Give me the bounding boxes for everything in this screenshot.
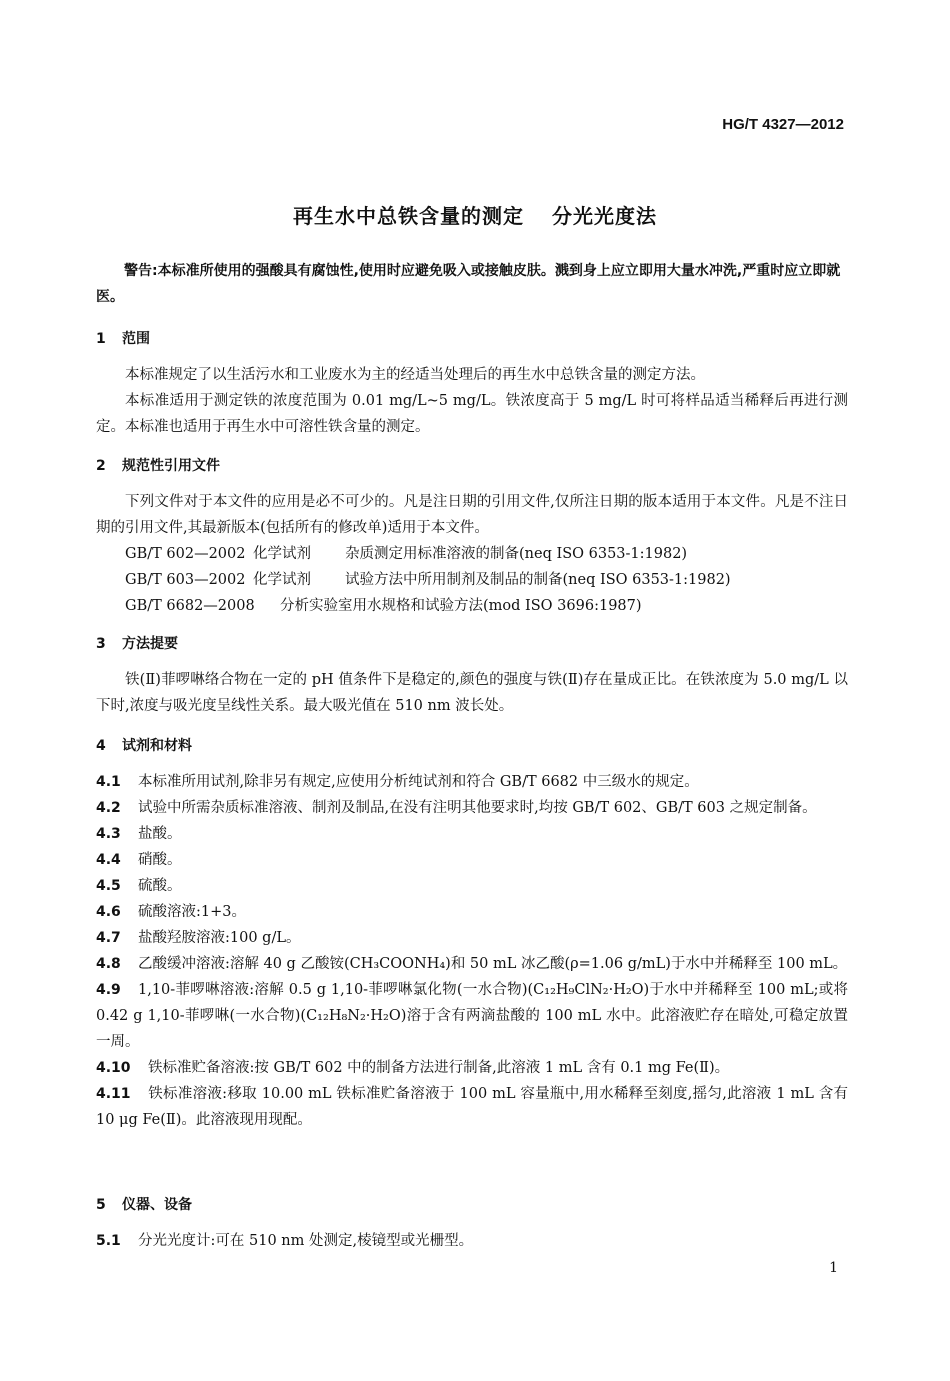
list-item: 4.2 试验中所需杂质标准溶液、制剂及制品,在没有注明其他要求时,均按 GB/T 602、GB/T 603 之规定制备。 [96, 800, 817, 816]
list-item: 4.3 盐酸。 [96, 826, 182, 842]
list-item: 4.11 铁标准溶液:移取 10.00 mL 铁标准贮备溶液于 100 mL 容量瓶中,用水稀释至刻度,摇匀,此溶液 1 mL 含有 10 μg Fe(Ⅱ)。此溶液现用现配。 [96, 1086, 848, 1128]
scope-section [96, 362, 848, 440]
section-heading-4: 4 试剂和材料 [96, 738, 192, 754]
reference-item: GB/T 602—2002 化学试剂 杂质测定用标准溶液的制备(neq ISO 6353-1:1982) [125, 546, 688, 562]
section-heading-5: 5 仪器、设备 [96, 1197, 192, 1213]
list-item: 4.10 铁标准贮备溶液:按 GB/T 602 中的制备方法进行制备,此溶液 1 mL 含有 0.1 mg Fe(Ⅱ)。 [96, 1060, 730, 1076]
list-item: 4.6 硫酸溶液:1+3。 [96, 904, 246, 920]
normative-intro: 下列文件对于本文件的应用是必不可少的。凡是注日期的引用文件,仅所注日期的版本适用于本文件。凡是不注日期的引用文件,其最新版本(包括所有的修改单)适用于本文件。 [96, 494, 848, 536]
reagents-section [96, 769, 848, 1133]
document-title [0, 200, 950, 229]
scope-paragraph-2: 本标准适用于测定铁的浓度范围为 0.01 mg/L~5 mg/L。铁浓度高于 5 mg/L 时可将样品适当稀释后再进行测定。本标准也适用于再生水中可溶性铁含量的测定。 [96, 393, 848, 435]
page-number: 1 [829, 1260, 838, 1276]
title-method: 分光光度法 [552, 204, 657, 228]
title-main: 再生水中总铁含量的测定 [293, 204, 524, 228]
apparatus-section [96, 1228, 848, 1254]
list-item: 4.8 乙酸缓冲溶液:溶解 40 g 乙酸铵(CH₃COONH₄)和 50 mL 冰乙酸(ρ=1.06 g/mL)于水中并稀释至 100 mL。 [96, 956, 848, 972]
section-heading-3: 3 方法提要 [96, 636, 178, 652]
principle-section [96, 667, 848, 719]
list-item: 4.9 1,10-菲啰啉溶液:溶解 0.5 g 1,10-菲啰啉氯化物(一水合物)(C₁₂H₉ClN₂·H₂O)于水中并稀释至 100 mL;或将 0.42 g 1,10-菲啰啉(一水合物)(C₁₂H₈N₂·H₂O)溶于含有两滴盐酸的 100 mL 水中。此溶液贮存在暗处,可稳定放置一周。 [96, 982, 848, 1050]
list-item: 4.5 硫酸。 [96, 878, 182, 894]
section-heading-2: 2 规范性引用文件 [96, 458, 220, 474]
list-item: 4.1 本标准所用试剂,除非另有规定,应使用分析纯试剂和符合 GB/T 6682 中三级水的规定。 [96, 774, 699, 790]
section-heading-1: 1 范围 [96, 331, 150, 347]
reference-item: GB/T 6682—2008 分析实验室用水规格和试验方法(mod ISO 3696:1987) [125, 598, 642, 614]
standard-code: HG/T 4327—2012 [722, 116, 844, 133]
warning-text: 警告:本标准所使用的强酸具有腐蚀性,使用时应避免吸入或接触皮肤。溅到身上应立即用大量水冲洗,严重时应立即就医。 [96, 263, 841, 305]
list-item: 4.7 盐酸羟胺溶液:100 g/L。 [96, 930, 301, 946]
list-item: 5.1 分光光度计:可在 510 nm 处测定,棱镜型或光栅型。 [96, 1233, 474, 1249]
reference-item: GB/T 603—2002 化学试剂 试验方法中所用制剂及制品的制备(neq ISO 6353-1:1982) [125, 572, 731, 588]
list-item: 4.4 硝酸。 [96, 852, 182, 868]
principle-paragraph: 铁(Ⅱ)菲啰啉络合物在一定的 pH 值条件下是稳定的,颜色的强度与铁(Ⅱ)存在量成正比。在铁浓度为 5.0 mg/L 以下时,浓度与吸光度呈线性关系。最大吸光值在 510 nm 波长处。 [96, 672, 848, 714]
warning-block [96, 258, 848, 310]
scope-paragraph-1: 本标准规定了以生活污水和工业废水为主的经适当处理后的再生水中总铁含量的测定方法。 [125, 367, 705, 383]
normative-section [96, 489, 848, 619]
